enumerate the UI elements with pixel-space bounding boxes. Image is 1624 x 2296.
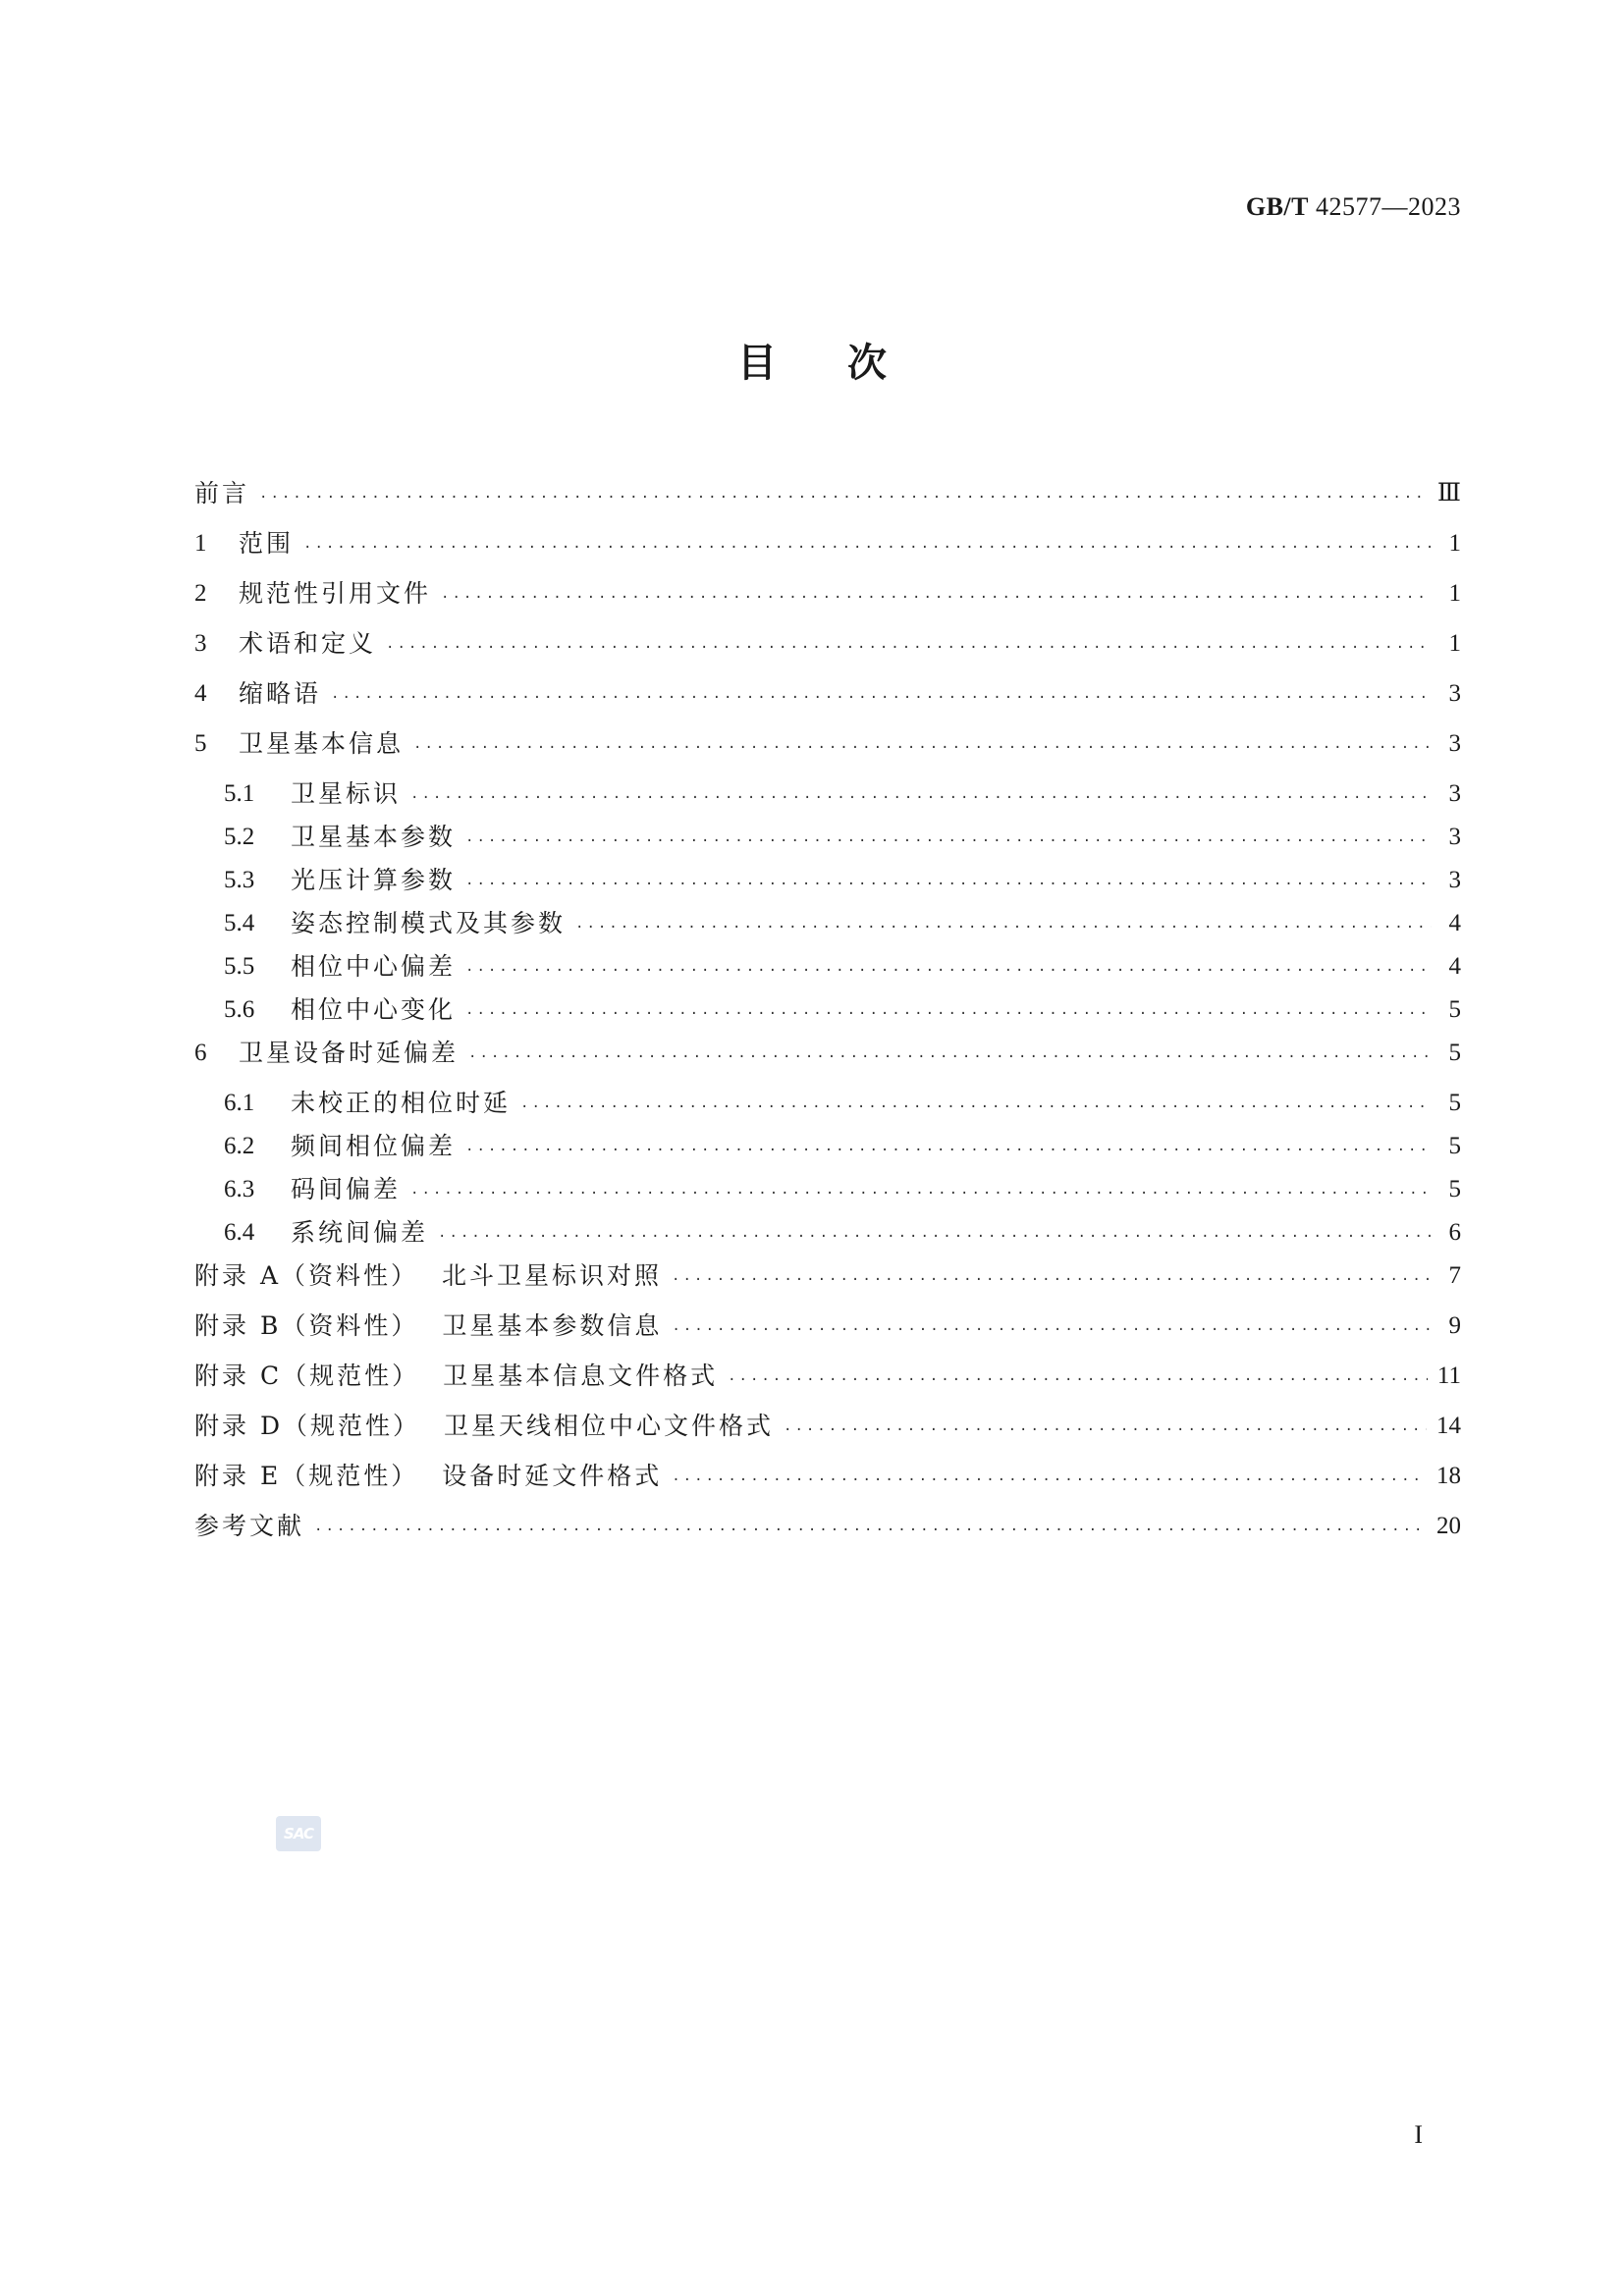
toc-entry-label: 码间偏差 <box>291 1175 402 1203</box>
toc-entry-page: 1 <box>1448 580 1461 607</box>
toc-leader-dots <box>413 737 1432 759</box>
toc-entry-page: 3 <box>1448 867 1461 893</box>
toc-leader-dots <box>410 1183 1432 1204</box>
toc-entry-page: 5 <box>1448 996 1461 1023</box>
toc-entry[interactable] <box>194 565 1461 609</box>
table-of-contents <box>194 465 1461 1548</box>
toc-leader-dots <box>465 1140 1432 1161</box>
toc-entry[interactable] <box>194 1075 1461 1118</box>
toc-entry[interactable] <box>194 1498 1461 1541</box>
standard-code: 42577—2023 <box>1316 192 1461 221</box>
toc-entry-label: 规范性引用文件 <box>239 579 432 608</box>
sac-logo-text: SAC <box>284 1825 313 1842</box>
toc-entry-label: 系统间偏差 <box>291 1218 429 1247</box>
toc-entry-label: 缩略语 <box>239 679 322 708</box>
sac-logo-watermark <box>276 1816 321 1851</box>
toc-entry[interactable] <box>194 465 1461 508</box>
toc-leader-dots <box>303 537 1432 559</box>
toc-entry[interactable] <box>194 852 1461 895</box>
toc-entry-label: 卫星基本信息 <box>239 729 405 758</box>
toc-entry[interactable] <box>194 1348 1461 1391</box>
toc-entry-label: 附录 B（资料性） <box>194 1311 419 1340</box>
toc-entry-number: 6.1 <box>224 1090 255 1116</box>
toc-entry-page: 14 <box>1436 1413 1461 1439</box>
toc-entry-label: 频间相位偏差 <box>291 1132 457 1160</box>
toc-entry-label: 附录 C（规范性） <box>194 1362 420 1390</box>
toc-leader-dots <box>386 637 1432 659</box>
toc-entry[interactable] <box>194 716 1461 759</box>
toc-entry-page: 5 <box>1448 1090 1461 1116</box>
toc-entry-label: 附录 E（规范性） <box>194 1462 419 1490</box>
toc-entry-number: 4 <box>194 680 207 707</box>
toc-entry[interactable] <box>194 1118 1461 1161</box>
toc-entry-annex-title: 卫星基本参数信息 <box>442 1311 663 1340</box>
toc-entry-annex-title: 卫星天线相位中心文件格式 <box>444 1412 775 1440</box>
toc-entry-annex-title: 卫星基本信息文件格式 <box>443 1362 719 1390</box>
toc-entry-label: 前言 <box>194 479 250 507</box>
toc-entry-page: 3 <box>1448 730 1461 757</box>
toc-entry-label: 相位中心变化 <box>291 995 457 1024</box>
toc-entry-page: 5 <box>1448 1133 1461 1159</box>
toc-entry-label: 未校正的相位时延 <box>291 1089 512 1117</box>
toc-leader-dots <box>465 960 1432 982</box>
toc-leader-dots <box>672 1269 1432 1291</box>
toc-entry-number: 6.4 <box>224 1219 255 1246</box>
toc-leader-dots <box>784 1419 1427 1441</box>
toc-entry-page: 1 <box>1448 630 1461 657</box>
toc-entry-number: 5.2 <box>224 824 255 850</box>
toc-entry-label: 相位中心偏差 <box>291 952 457 981</box>
toc-entry-label: 卫星设备时延偏差 <box>239 1039 460 1067</box>
toc-entry-page: 18 <box>1436 1463 1461 1489</box>
toc-entry-page: 20 <box>1436 1513 1461 1539</box>
toc-entry-page: 4 <box>1448 910 1461 936</box>
toc-entry-number: 5.1 <box>224 780 255 807</box>
toc-entry[interactable] <box>194 515 1461 559</box>
toc-leader-dots <box>465 1003 1432 1025</box>
standard-prefix: GB/T <box>1245 192 1309 221</box>
toc-entry-page: 5 <box>1448 1040 1461 1066</box>
toc-entry-label: 附录 D（规范性） <box>194 1412 420 1440</box>
toc-entry-number: 5.6 <box>224 996 255 1023</box>
toc-entry-page: 11 <box>1436 1362 1461 1389</box>
toc-leader-dots <box>410 787 1432 809</box>
toc-leader-dots <box>728 1369 1428 1391</box>
toc-entry[interactable] <box>194 1298 1461 1341</box>
toc-entry-number: 5 <box>194 730 207 757</box>
toc-entry-label: 附录 A（资料性） <box>194 1261 419 1290</box>
toc-leader-dots <box>672 1319 1432 1341</box>
toc-entry-number: 6 <box>194 1040 207 1066</box>
toc-entry-number: 3 <box>194 630 207 657</box>
toc-entry-label: 卫星基本参数 <box>291 823 457 851</box>
toc-leader-dots <box>314 1520 1427 1541</box>
toc-leader-dots <box>331 687 1432 709</box>
toc-entry[interactable] <box>194 982 1461 1025</box>
toc-leader-dots <box>259 487 1428 508</box>
toc-entry-label: 参考文献 <box>194 1512 305 1540</box>
toc-leader-dots <box>672 1469 1427 1491</box>
toc-entry-page: 3 <box>1448 680 1461 707</box>
toc-entry-label: 范围 <box>239 529 295 558</box>
toc-entry-number: 5.5 <box>224 953 255 980</box>
toc-entry-label: 卫星标识 <box>291 779 402 808</box>
toc-leader-dots <box>441 587 1432 609</box>
toc-entry[interactable] <box>194 1248 1461 1291</box>
toc-leader-dots <box>468 1046 1432 1068</box>
toc-entry[interactable] <box>194 809 1461 852</box>
toc-entry-page: 9 <box>1448 1312 1461 1339</box>
toc-entry-page: 4 <box>1448 953 1461 980</box>
toc-entry-annex-title: 设备时延文件格式 <box>442 1462 663 1490</box>
toc-entry-label: 术语和定义 <box>239 629 377 658</box>
toc-entry-page: 6 <box>1448 1219 1461 1246</box>
toc-leader-dots <box>465 830 1432 852</box>
toc-entry[interactable] <box>194 1448 1461 1491</box>
toc-leader-dots <box>438 1226 1432 1248</box>
toc-entry[interactable] <box>194 766 1461 809</box>
toc-title: 目次 <box>737 341 957 386</box>
toc-entry[interactable] <box>194 1025 1461 1068</box>
standard-number <box>1246 192 1461 222</box>
toc-entry-label: 姿态控制模式及其参数 <box>291 909 567 937</box>
toc-entry-number: 6.3 <box>224 1176 255 1202</box>
toc-entry-page: 3 <box>1448 780 1461 807</box>
toc-entry-number: 5.3 <box>224 867 255 893</box>
toc-entry-label: 光压计算参数 <box>291 866 457 894</box>
toc-entry-annex-title: 北斗卫星标识对照 <box>442 1261 663 1290</box>
toc-entry-number: 1 <box>194 530 207 557</box>
toc-entry[interactable] <box>194 1398 1461 1441</box>
toc-entry[interactable] <box>194 1204 1461 1248</box>
toc-entry-number: 2 <box>194 580 207 607</box>
toc-entry[interactable] <box>194 938 1461 982</box>
toc-entry[interactable] <box>194 666 1461 709</box>
toc-leader-dots <box>520 1096 1432 1118</box>
toc-entry-page: 3 <box>1448 824 1461 850</box>
toc-entry-page: 7 <box>1448 1262 1461 1289</box>
toc-entry[interactable] <box>194 1161 1461 1204</box>
toc-leader-dots <box>575 917 1432 938</box>
toc-leader-dots <box>465 874 1432 895</box>
toc-entry[interactable] <box>194 895 1461 938</box>
toc-entry-number: 5.4 <box>224 910 255 936</box>
toc-entry-number: 6.2 <box>224 1133 255 1159</box>
toc-entry-page: 1 <box>1448 530 1461 557</box>
toc-entry-page: 5 <box>1448 1176 1461 1202</box>
footer-page-number: I <box>1414 2120 1423 2149</box>
toc-entry-page: Ⅲ <box>1436 480 1461 507</box>
toc-entry[interactable] <box>194 615 1461 659</box>
